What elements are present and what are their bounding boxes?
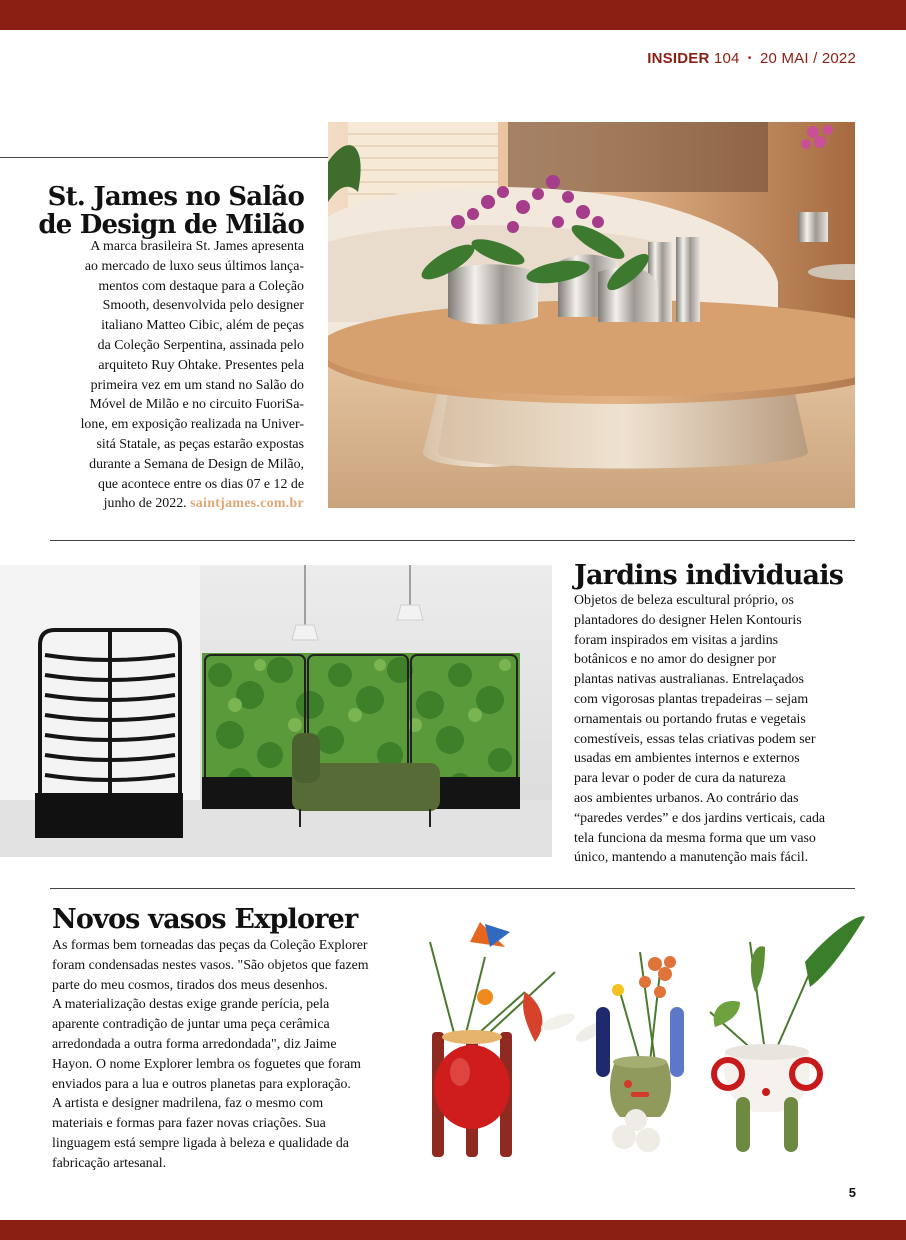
article2-line: “paredes verdes” e dos jardins verticais, cada bbox=[574, 810, 826, 826]
top-color-bar bbox=[0, 0, 906, 30]
article1-line: Móvel de Milão e no circuito FuoriSa- bbox=[89, 397, 304, 413]
saintjames-link[interactable]: saintjames.com.br bbox=[190, 496, 304, 512]
header-separator: • bbox=[747, 53, 752, 64]
masthead bbox=[647, 50, 856, 67]
article1-line: que acontece entre os dias 07 e 12 de bbox=[98, 476, 304, 492]
article2-line: para levar o poder de cura da natureza bbox=[574, 771, 786, 787]
magazine-brand: INSIDER bbox=[647, 50, 710, 67]
article2-line: usadas em ambientes internos e externos bbox=[574, 751, 800, 767]
article1-line: italiano Matteo Cibic, além de peças bbox=[101, 318, 304, 334]
article1-title bbox=[20, 183, 304, 239]
article1-line: lone, em exposição realizada na Univer- bbox=[80, 417, 304, 433]
article1-last-text: junho de 2022. bbox=[103, 496, 187, 512]
section-rule-2 bbox=[50, 540, 855, 541]
section-rule-3 bbox=[50, 888, 855, 889]
article3-line: linguagem está sempre ligada à beleza e qualidade da bbox=[52, 1135, 349, 1151]
article1-title-line1: St. James no Salão bbox=[47, 182, 304, 212]
article3-line: enviados para a lua e outros planetas para exploração. bbox=[52, 1076, 351, 1092]
article1-line: A marca brasileira St. James apresenta bbox=[90, 239, 304, 254]
article1-line: arquiteto Ruy Ohtake. Presentes pela bbox=[98, 357, 304, 373]
article3-line: A materialização destas exige grande perícia, pela bbox=[52, 997, 330, 1013]
article3-line: aparente contradição de juntar uma peça cerâmica bbox=[52, 1017, 330, 1033]
article2-title: Jardins individuais bbox=[574, 560, 844, 591]
article1-line: ao mercado de luxo seus últimos lança- bbox=[84, 258, 304, 274]
section-rule-1 bbox=[0, 157, 328, 158]
article3-line: parte do meu cosmos, tirados dos meus desenhos. bbox=[52, 977, 328, 993]
article2-line: botânicos e no amor do designer por bbox=[574, 652, 777, 668]
article1-line: Smooth, desenvolvida pelo designer bbox=[102, 298, 304, 314]
article2-line: Objetos de beleza escultural próprio, os bbox=[574, 593, 794, 608]
article1-line: primeira vez em um stand no Salão do bbox=[90, 377, 304, 393]
article3-line: Hayon. O nome Explorer lembra os foguetes que foram bbox=[52, 1056, 361, 1072]
article3-line: A artista e designer madrilena, faz o mesmo com bbox=[52, 1096, 324, 1112]
article2-line: aos ambientes urbanos. Ao contrário das bbox=[574, 790, 799, 806]
article2-line: comestíveis, essas telas criativas podem ser bbox=[574, 731, 816, 747]
article2-line: ornamentais ou portando frutas e vegetais bbox=[574, 711, 806, 727]
article3-line: foram condensadas nestes vasos. "São objetos que fazem bbox=[52, 957, 369, 973]
explorer-vases-photo bbox=[410, 902, 880, 1164]
article2-line: foram inspirados em visitas a jardins bbox=[574, 632, 779, 648]
article1-title-line2: de Design de Milão bbox=[38, 210, 304, 240]
issue-date: 20 MAI / 2022 bbox=[760, 50, 856, 67]
article3-title: Novos vasos Explorer bbox=[52, 904, 358, 935]
article2-line: plantadores do designer Helen Kontouris bbox=[574, 612, 802, 628]
article3-body bbox=[52, 936, 412, 1174]
article2-line: plantas nativas australianas. Entrelaçados bbox=[574, 672, 804, 688]
vertical-garden-photo bbox=[0, 565, 552, 857]
coffee-table-photo bbox=[328, 122, 855, 508]
article1-last-line bbox=[20, 494, 304, 514]
page-number: 5 bbox=[848, 1185, 856, 1200]
article2-line: único, mantendo a manutenção mais fácil. bbox=[574, 850, 809, 866]
issue-number: 104 bbox=[713, 50, 740, 67]
article1-line: sitá Statale, as peças estarão expostas bbox=[96, 436, 304, 452]
article2-body bbox=[574, 591, 874, 868]
article1-line: mentos com destaque para a Coleção bbox=[98, 278, 304, 294]
article2-line: com vigorosas plantas trepadeiras – sejam bbox=[574, 691, 809, 707]
bottom-color-bar bbox=[0, 1220, 906, 1240]
article3-line: fabricação artesanal. bbox=[52, 1155, 167, 1171]
article3-line: materiais e formas para fazer novas criações. Sua bbox=[52, 1116, 326, 1132]
article3-line: arredondada a outra forma arredondada", diz Jaime bbox=[52, 1036, 337, 1052]
article3-line: As formas bem torneadas das peças da Coleção Explorer bbox=[52, 938, 368, 953]
article1-line: durante a Semana de Design de Milão, bbox=[89, 456, 304, 472]
article2-line: tela funciona da mesma forma que um vaso bbox=[574, 830, 816, 846]
article1-body bbox=[20, 237, 304, 514]
article1-line: da Coleção Serpentina, assinada pelo bbox=[97, 337, 304, 353]
